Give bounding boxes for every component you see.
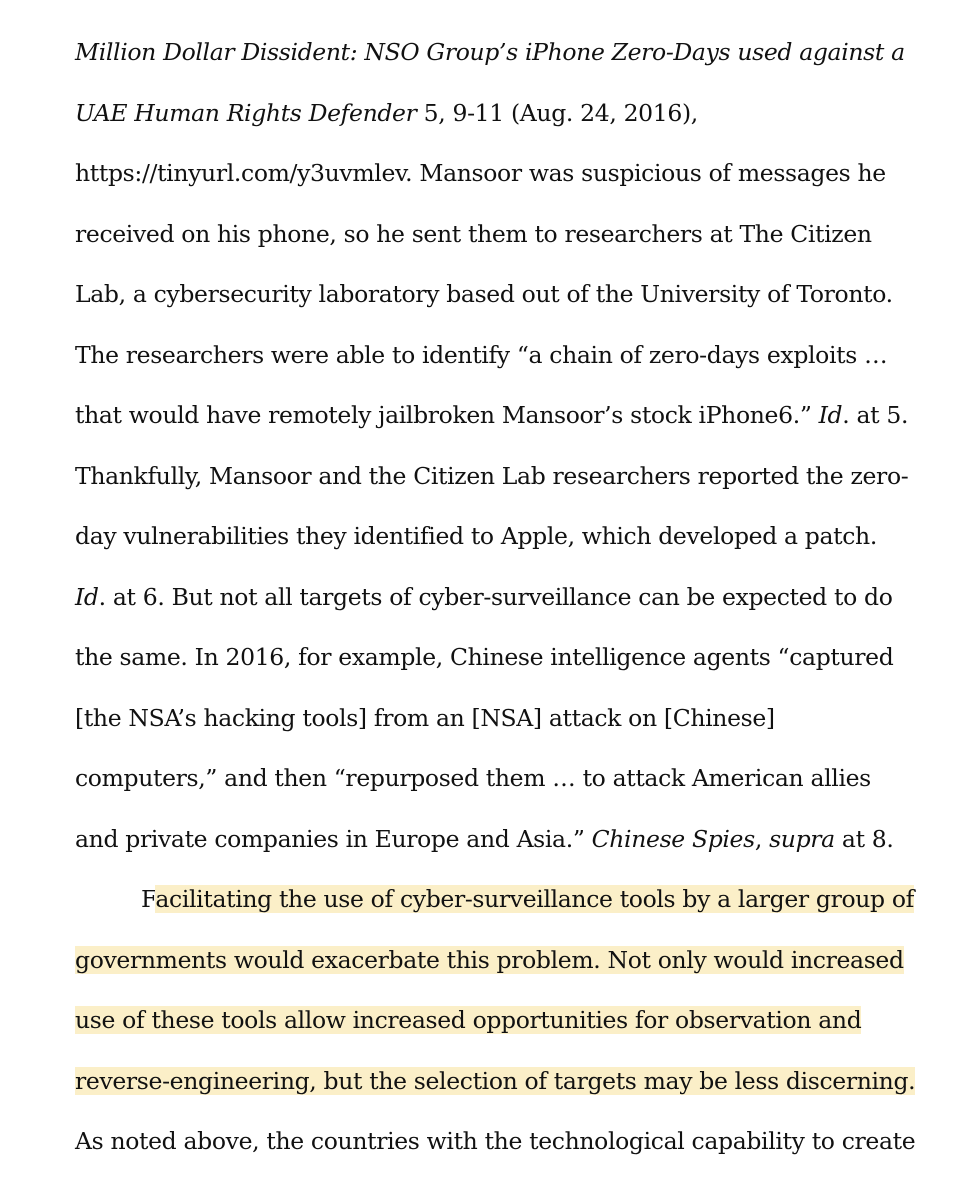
- citation-italic-text: Id: [75, 582, 99, 611]
- highlighted-text: governments would exacerbate this problem. Not only would increased: [75, 945, 904, 974]
- text-segment: . at 5.: [842, 401, 909, 429]
- text-segment: ,: [754, 824, 770, 853]
- text-line: [75, 37, 905, 67]
- text-segment: [the NSA’s hacking tools] from an [NSA] attack on [Chinese]: [75, 703, 775, 732]
- text-line: [75, 219, 872, 249]
- text-segment: . at 6. But not all targets of cyber-surveillance can be expected to do: [98, 582, 893, 611]
- text-segment: the same. In 2016, for example, Chinese intelligence agents “captured: [75, 643, 894, 671]
- text-line: [75, 521, 877, 551]
- text-segment: Thankfully, Mansoor and the Citizen Lab researchers reported the zero-: [75, 461, 909, 490]
- text-segment: received on his phone, so he sent them to researchers at The Citizen: [75, 219, 872, 248]
- text-line: [75, 763, 871, 793]
- text-segment: https://tinyurl.com/y3uvmlev. Mansoor was suspicious of messages he: [75, 159, 886, 187]
- text-line: [75, 461, 908, 491]
- text-segment: computers,” and then “repurposed them … to attack American allies: [75, 764, 871, 792]
- text-segment: at 8.: [834, 824, 894, 853]
- text-segment: The researchers were able to identify “a chain of zero-days exploits …: [75, 340, 888, 369]
- text-line: [141, 884, 914, 914]
- text-line: [75, 1066, 915, 1096]
- text-line: [75, 279, 893, 309]
- text-line: [75, 1005, 861, 1035]
- citation-italic-text: Chinese Spies: [591, 824, 755, 853]
- text-line: [75, 582, 893, 612]
- text-line: [75, 945, 904, 975]
- text-segment: 5, 9-11 (Aug. 24, 2016),: [416, 98, 698, 127]
- citation-italic-text: Id: [818, 401, 843, 429]
- text-line: [75, 158, 886, 188]
- text-line: [75, 703, 775, 733]
- text-segment: F: [141, 885, 156, 913]
- highlighted-text: use of these tools allow increased opportunities for observation and: [75, 1006, 862, 1034]
- text-line: [75, 824, 894, 854]
- text-line: [75, 1126, 915, 1156]
- text-segment: Lab, a cybersecurity laboratory based out of the University of Toronto.: [75, 280, 893, 308]
- highlighted-text: acilitating the use of cyber-surveillance tools by a larger group of: [155, 885, 914, 913]
- highlighted-text: reverse-engineering, but the selection of targets may be less discerning.: [75, 1066, 916, 1095]
- citation-italic-text: Million Dollar Dissident: NSO Group’s iPhone Zero-Days used against a: [75, 38, 905, 66]
- text-line: [75, 98, 698, 128]
- text-line: [75, 400, 908, 430]
- text-line: [75, 642, 893, 672]
- text-segment: that would have remotely jailbroken Mansoor’s stock iPhone6.”: [75, 401, 819, 429]
- text-line: [75, 340, 887, 370]
- text-segment: As noted above, the countries with the technological capability to create: [75, 1127, 916, 1155]
- citation-italic-text: UAE Human Rights Defender: [75, 98, 417, 127]
- citation-italic-text: supra: [769, 824, 835, 853]
- text-segment: and private companies in Europe and Asia.”: [75, 824, 592, 853]
- text-segment: day vulnerabilities they identified to Apple, which developed a patch.: [75, 522, 877, 550]
